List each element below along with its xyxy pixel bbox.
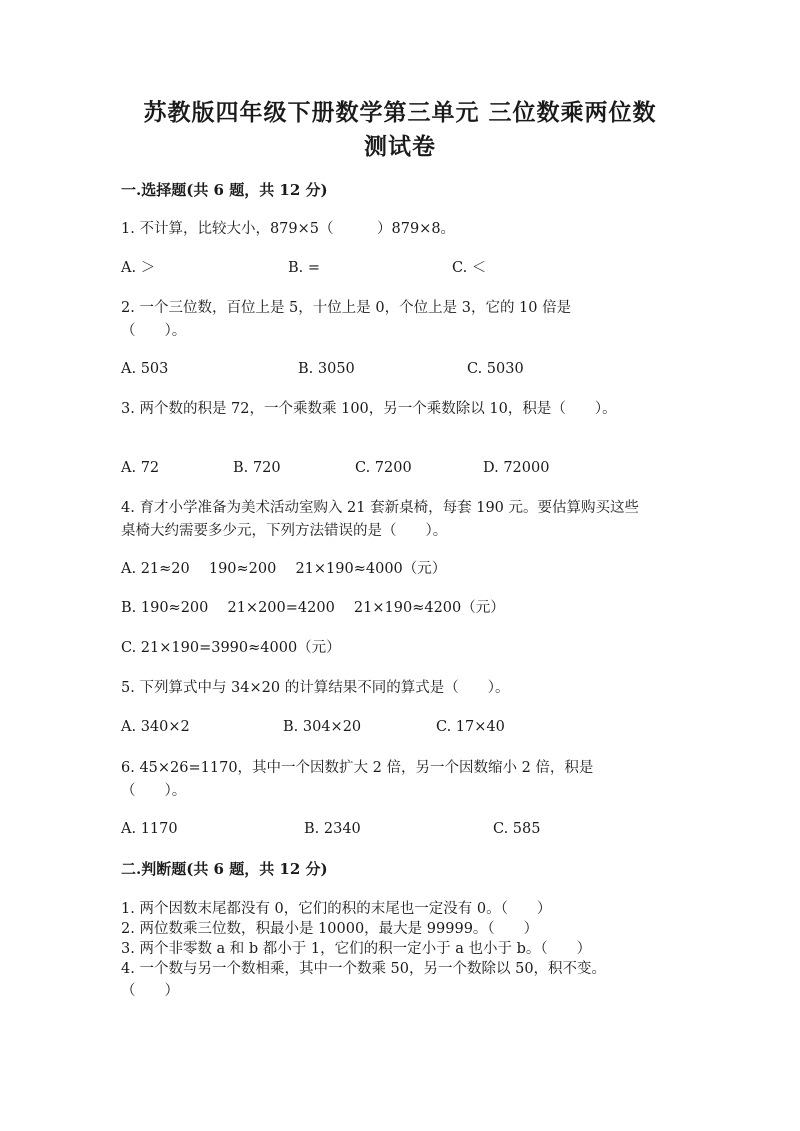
question-5-option-a: A. 340×2 bbox=[121, 719, 190, 735]
question-6-option-a: A. 1170 bbox=[121, 821, 178, 837]
question-5-text: 5. 下列算式中与 34×20 的计算结果不同的算式是（ ）。 bbox=[121, 680, 510, 696]
question-6-option-b: B. 2340 bbox=[304, 821, 361, 837]
question-3-text: 3. 两个数的积是 72，一个乘数乘 100，另一个乘数除以 10，积是（ ）。 bbox=[121, 401, 617, 417]
question-4-option-a: A. 21≈20 190≈200 21×190≈4000（元） bbox=[121, 561, 447, 577]
judgment-3-text: 3. 两个非零数 a 和 b 都小于 1，它们的积一定小于 a 也小于 b。（ ） bbox=[121, 941, 592, 957]
question-3-option-b: B. 720 bbox=[233, 460, 281, 476]
question-1-text: 1. 不计算，比较大小，879×5（ ）879×8。 bbox=[121, 221, 456, 237]
question-3-option-d: D. 72000 bbox=[483, 460, 550, 476]
question-1-option-c: C. ＜ bbox=[452, 260, 487, 276]
section-heading-judgment: 二.判断题(共 6 题，共 12 分) bbox=[121, 860, 328, 878]
question-4-text-line1: 4. 育才小学准备为美术活动室购入 21 套新桌椅，每套 190 元。要估算购买这些 bbox=[121, 500, 640, 516]
judgment-2-text: 2. 两位数乘三位数，积最小是 10000，最大是 99999。（ ） bbox=[121, 921, 539, 937]
question-2-text-line1: 2. 一个三位数，百位上是 5，十位上是 0，个位上是 3，它的 10 倍是 bbox=[121, 300, 572, 316]
question-5-option-c: C. 17×40 bbox=[436, 719, 505, 735]
question-6-text-line2: （ ）。 bbox=[121, 783, 187, 799]
section-heading-choice: 一.选择题(共 6 题，共 12 分) bbox=[121, 181, 328, 199]
question-4-option-c: C. 21×190=3990≈4000（元） bbox=[121, 640, 341, 656]
question-2-option-c: C. 5030 bbox=[467, 361, 524, 377]
question-2-option-b: B. 3050 bbox=[298, 361, 355, 377]
page-title-line1: 苏教版四年级下册数学第三单元 三位数乘两位数 bbox=[143, 99, 657, 126]
judgment-4-text-line2: （ ） bbox=[121, 983, 179, 999]
question-2-text-line2: （ ）。 bbox=[121, 323, 187, 339]
question-1-option-a: A. ＞ bbox=[121, 260, 156, 276]
question-4-option-b: B. 190≈200 21×200=4200 21×190≈4200（元） bbox=[121, 600, 505, 616]
question-3-option-c: C. 7200 bbox=[355, 460, 412, 476]
question-1-option-b: B. = bbox=[288, 260, 321, 276]
question-3-option-a: A. 72 bbox=[121, 460, 160, 476]
question-6-option-c: C. 585 bbox=[493, 821, 541, 837]
question-5-option-b: B. 304×20 bbox=[283, 719, 362, 735]
question-6-text-line1: 6. 45×26=1170，其中一个因数扩大 2 倍，另一个因数缩小 2 倍，积是 bbox=[121, 760, 594, 776]
judgment-1-text: 1. 两个因数末尾都没有 0，它们的积的末尾也一定没有 0。（ ） bbox=[121, 901, 552, 917]
question-2-option-a: A. 503 bbox=[121, 361, 169, 377]
judgment-4-text-line1: 4. 一个数与另一个数相乘，其中一个数乘 50，另一个数除以 50，积不变。 bbox=[121, 961, 607, 977]
question-4-text-line2: 桌椅大约需要多少元，下列方法错误的是（ ）。 bbox=[121, 523, 448, 539]
page-title-line2: 测试卷 bbox=[364, 133, 436, 160]
